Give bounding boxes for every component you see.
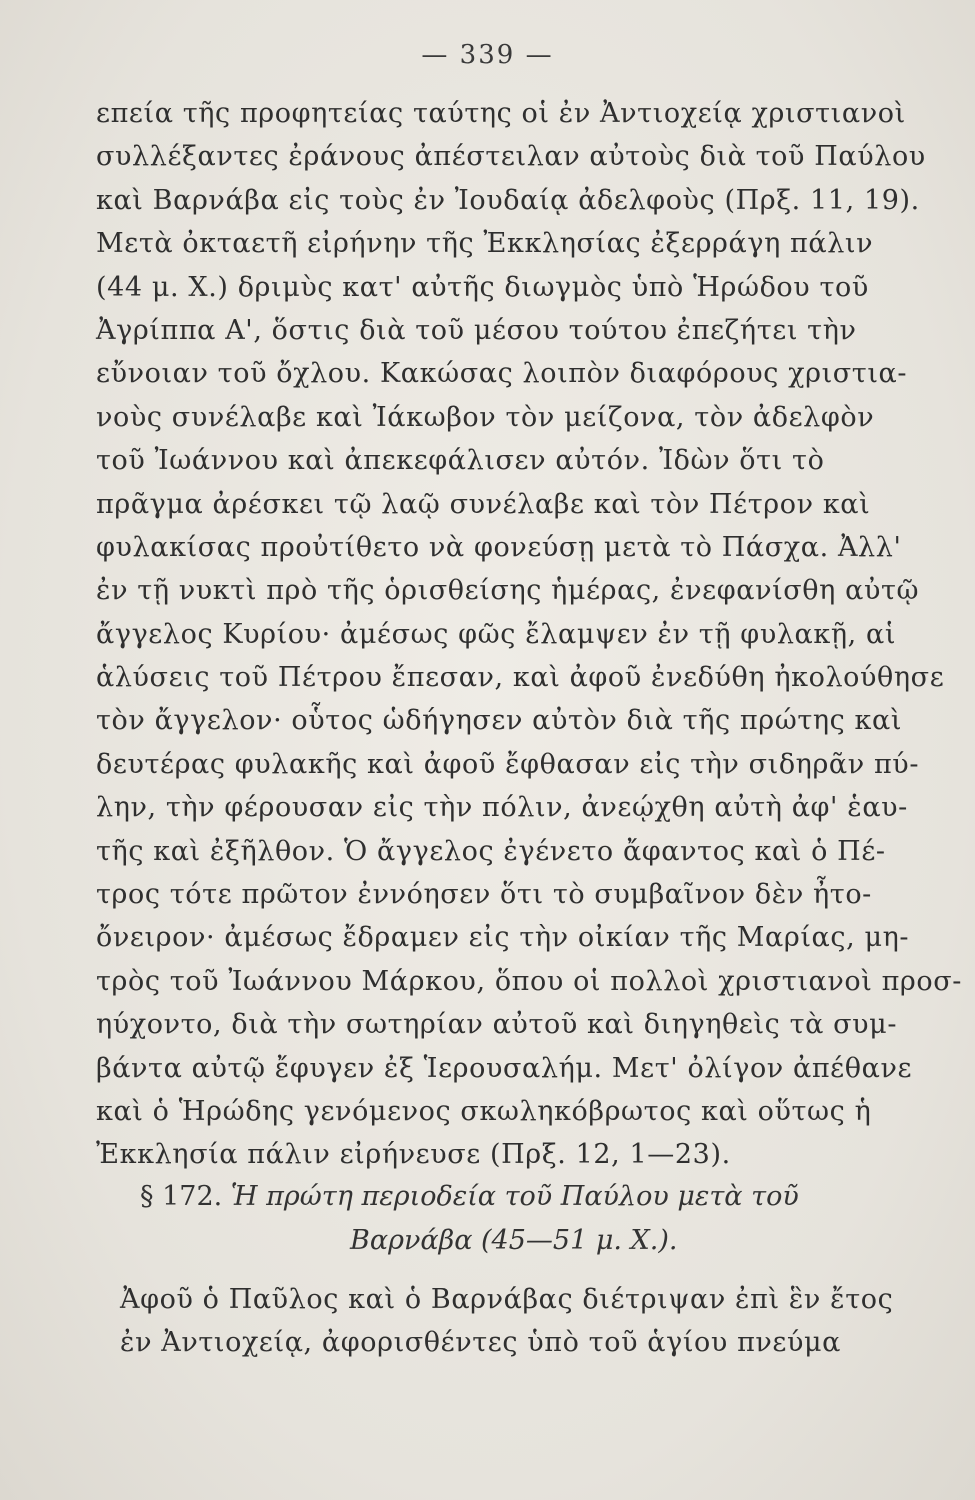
text-line: ἁλύσεις τοῦ Πέτρου ἔπεσαν, καὶ ἀφοῦ ἐνεδύθη ἠκολούθησε <box>96 662 945 694</box>
text-line: Μετὰ ὀκταετῆ εἰρήνην τῆς Ἐκκλησίας ἐξερράγη πάλιν <box>96 228 874 260</box>
text-line: Ἐκκλησία πάλιν εἰρήνευσε (Πρξ. 12, 1—23). <box>96 1139 731 1171</box>
text-line: πρᾶγμα ἀρέσκει τῷ λαῷ συνέλαβε καὶ τὸν Πέτρον καὶ <box>96 488 871 520</box>
page-number: — 339 — <box>421 40 554 70</box>
text-line: Ἀγρίππα Α', ὅστις διὰ τοῦ μέσου τούτου ἐπεζήτει τὴν <box>96 314 857 346</box>
paragraph-2 <box>120 1278 894 1364</box>
section-title-part-2: Βαρνάβα (45—51 μ. Χ.). <box>350 1225 678 1256</box>
text-line: δευτέρας φυλακῆς καὶ ἀφοῦ ἔφθασαν εἰς τὴν σιδηρᾶν πύ- <box>96 748 920 780</box>
text-line: Ἀφοῦ ὁ Παῦλος καὶ ὁ Βαρνάβας διέτριψαν ἐπὶ ἓν ἔτος <box>120 1284 894 1315</box>
text-line: τοῦ Ἰωάννου καὶ ἀπεκεφάλισεν αὐτόν. Ἰδὼν ὅτι τὸ <box>96 445 825 477</box>
text-line: νοὺς συνέλαβε καὶ Ἰάκωβον τὸν μείζονα, τὸν ἀδελφὸν <box>96 401 875 433</box>
text-line: τρος τότε πρῶτον ἐννόησεν ὅτι τὸ συμβαῖνον δὲν ἦτο- <box>96 879 872 911</box>
text-line: καὶ Βαρνάβα εἰς τοὺς ἐν Ἰουδαίᾳ ἀδελφοὺς (Πρξ. 11, 19). <box>96 184 920 216</box>
paragraph-1 <box>96 92 963 1177</box>
text-line: καὶ ὁ Ἡρώδης γενόμενος σκωληκόβρωτος καὶ οὕτως ἡ <box>96 1095 872 1127</box>
section-heading-line-2 <box>140 1219 860 1263</box>
section-heading-line-1 <box>140 1175 860 1219</box>
text-line: τῆς καὶ ἐξῆλθον. Ὁ ἄγγελος ἐγένετο ἄφαντος καὶ ὁ Πέ- <box>96 835 886 867</box>
text-line: λην, τὴν φέρουσαν εἰς τὴν πόλιν, ἀνεῴχθη αὐτὴ ἀφ' ἑαυ- <box>96 792 908 824</box>
text-line: ἐν Ἀντιοχείᾳ, ἀφορισθέντες ὑπὸ τοῦ ἁγίου πνεύμα <box>120 1327 842 1358</box>
text-line: φυλακίσας προὐτίθετο νὰ φονεύσῃ μετὰ τὸ Πάσχα. Ἀλλ' <box>96 531 902 563</box>
section-number: § 172. <box>140 1181 223 1212</box>
text-line: τρὸς τοῦ Ἰωάννου Μάρκου, ὅπου οἱ πολλοὶ χριστιανοὶ προσ- <box>96 965 963 997</box>
text-line: ὄνειρον· ἀμέσως ἔδραμεν εἰς τὴν οἰκίαν τῆς Μαρίας, μη- <box>96 922 910 954</box>
text-line: ηύχοντο, διὰ τὴν σωτηρίαν αὐτοῦ καὶ διηγηθεὶς τὰ συμ- <box>96 1009 898 1041</box>
text-line: ἐν τῇ νυκτὶ πρὸ τῆς ὁρισθείσης ἡμέρας, ἐνεφανίσθη αὐτῷ <box>96 575 920 607</box>
section-heading <box>140 1175 860 1263</box>
text-line: βάντα αὐτῷ ἔφυγεν ἐξ Ἱερουσαλήμ. Μετ' ὀλίγον ἀπέθανε <box>96 1052 913 1084</box>
text-line: τὸν ἄγγελον· οὗτος ὡδήγησεν αὐτὸν διὰ τῆς πρώτης καὶ <box>96 705 903 737</box>
section-title-part-1: Ἡ πρώτη περιοδεία τοῦ Παύλου μετὰ τοῦ <box>230 1181 799 1212</box>
text-line: εὔνοιαν τοῦ ὄχλου. Κακώσας λοιπὸν διαφόρους χριστια- <box>96 358 908 390</box>
text-line: επεία τῆς προφητείας ταύτης οἱ ἐν Ἀντιοχείᾳ χριστιανοὶ <box>96 98 906 129</box>
text-line: ἄγγελος Κυρίου· ἀμέσως φῶς ἔλαμψεν ἐν τῇ φυλακῇ, αἱ <box>96 618 897 650</box>
text-line: (44 μ. Χ.) δριμὺς κατ' αὐτῆς διωγμὸς ὑπὸ Ἡρώδου τοῦ <box>96 271 869 303</box>
text-line: συλλέξαντες ἐράνους ἀπέστειλαν αὐτοὺς διὰ τοῦ Παύλου <box>96 141 926 173</box>
